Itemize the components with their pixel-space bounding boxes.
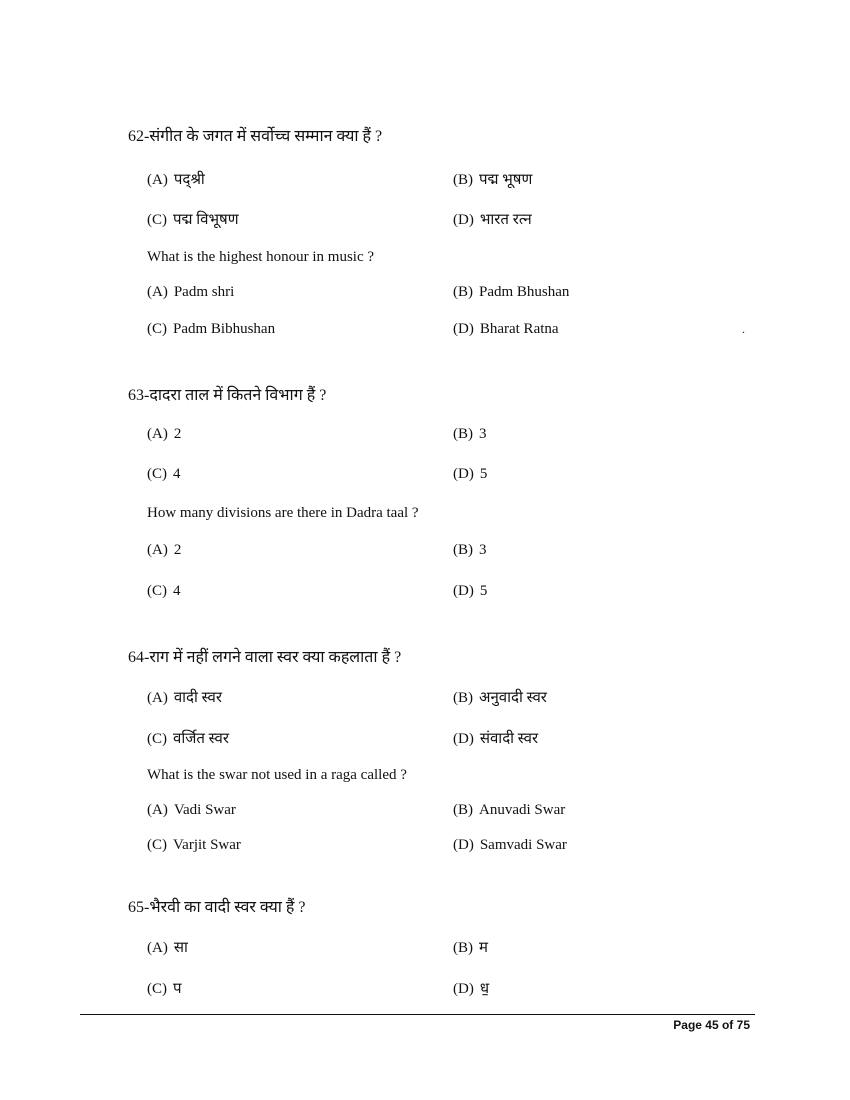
option-key: (B)	[453, 802, 473, 818]
question-63-title: 63-दादरा ताल में कितने विभाग हैं ?	[128, 387, 327, 404]
q65-hindi-option-c	[147, 978, 182, 998]
option-key: (A)	[147, 690, 168, 706]
option-text: Padm Bhushan	[479, 284, 570, 300]
q63-english-option-c	[147, 583, 181, 600]
option-key: (C)	[147, 583, 167, 599]
option-text: सा	[173, 940, 188, 956]
option-key: (A)	[147, 426, 168, 442]
option-text: अनुवादी स्वर	[479, 690, 547, 706]
q62-hindi-option-a	[147, 169, 205, 189]
q62-english-option-b	[453, 284, 569, 301]
page-number: Page 45 of 75	[673, 1018, 750, 1032]
option-key: (A)	[147, 542, 168, 558]
option-key: (B)	[453, 940, 473, 956]
option-text: Vadi Swar	[173, 802, 236, 818]
option-text: 2	[173, 426, 182, 442]
q65-hindi-option-b	[453, 937, 488, 957]
question-64-english: What is the swar not used in a raga called ?	[147, 767, 407, 783]
option-text: म	[479, 940, 488, 956]
option-key: (D)	[453, 321, 474, 337]
option-text: पद्श्री	[173, 172, 205, 188]
option-key: (C)	[147, 321, 167, 337]
option-text: पद्म भूषण	[479, 172, 533, 188]
option-key: (C)	[147, 212, 167, 228]
q63-hindi-option-a	[147, 426, 181, 443]
q64-english-option-c	[147, 837, 241, 854]
q65-hindi-option-d	[453, 978, 489, 998]
q64-hindi-option-d	[453, 728, 538, 748]
q64-english-option-a	[147, 802, 236, 819]
option-key: (B)	[453, 284, 473, 300]
option-text: Samvadi Swar	[479, 837, 567, 853]
question-62-english: What is the highest honour in music ?	[147, 249, 375, 265]
q65-hindi-option-a	[147, 937, 188, 957]
option-text: Padm shri	[173, 284, 235, 300]
option-text: वर्जित स्वर	[173, 731, 229, 747]
stray-mark: .	[742, 322, 745, 336]
option-text: भारत रत्न	[479, 212, 532, 228]
option-text: वादी स्वर	[173, 690, 222, 706]
question-64-title: 64-राग में नहीं लगने वाला स्वर क्या कहलाता हैं ?	[128, 649, 402, 666]
option-key: (D)	[453, 212, 474, 228]
q62-english-option-d	[453, 321, 559, 338]
option-key: (C)	[147, 981, 167, 997]
q63-hindi-option-c	[147, 466, 181, 483]
option-key: (A)	[147, 940, 168, 956]
option-text: Padm Bibhushan	[173, 321, 276, 337]
option-text: 3	[479, 542, 487, 558]
option-key: (C)	[147, 466, 167, 482]
option-key: (A)	[147, 172, 168, 188]
option-text: 3	[479, 426, 487, 442]
option-key: (A)	[147, 284, 168, 300]
option-key: (B)	[453, 426, 473, 442]
option-key: (D)	[453, 466, 474, 482]
option-text: प	[173, 981, 182, 997]
option-text: 4	[173, 466, 181, 482]
q63-hindi-option-b	[453, 426, 487, 443]
q62-hindi-option-d	[453, 209, 532, 229]
option-key: (D)	[453, 981, 474, 997]
option-text: ध॒	[479, 981, 490, 997]
q64-hindi-option-a	[147, 687, 222, 707]
q63-hindi-option-d	[453, 466, 487, 483]
footer-divider	[80, 1014, 755, 1015]
option-key: (C)	[147, 731, 167, 747]
option-key: (B)	[453, 172, 473, 188]
option-text: 2	[173, 542, 182, 558]
question-62-title: 62-संगीत के जगत में सर्वोच्च सम्मान क्या हैं ?	[128, 128, 383, 145]
q62-english-option-c	[147, 321, 275, 338]
option-text: 5	[479, 583, 488, 599]
question-65-title: 65-भैरवी का वादी स्वर क्या हैं ?	[128, 899, 306, 916]
option-key: (A)	[147, 802, 168, 818]
option-text: Bharat Ratna	[479, 321, 559, 337]
option-text: 4	[173, 583, 181, 599]
q63-english-option-d	[453, 583, 487, 600]
option-key: (B)	[453, 542, 473, 558]
q63-english-option-a	[147, 542, 181, 559]
option-key: (D)	[453, 837, 474, 853]
option-key: (B)	[453, 690, 473, 706]
option-key: (D)	[453, 583, 474, 599]
option-text: 5	[479, 466, 488, 482]
option-text: Anuvadi Swar	[479, 802, 566, 818]
q64-hindi-option-c	[147, 728, 229, 748]
question-63-english: How many divisions are there in Dadra taal ?	[147, 505, 419, 521]
q62-hindi-option-c	[147, 209, 239, 229]
q64-hindi-option-b	[453, 687, 547, 707]
q63-english-option-b	[453, 542, 487, 559]
option-text: Varjit Swar	[173, 837, 241, 853]
q62-english-option-a	[147, 284, 234, 301]
option-text: संवादी स्वर	[479, 731, 539, 747]
q62-hindi-option-b	[453, 169, 532, 189]
q64-english-option-d	[453, 837, 567, 854]
option-text: पद्म विभूषण	[173, 212, 239, 228]
q64-english-option-b	[453, 802, 565, 819]
option-key: (C)	[147, 837, 167, 853]
option-key: (D)	[453, 731, 474, 747]
